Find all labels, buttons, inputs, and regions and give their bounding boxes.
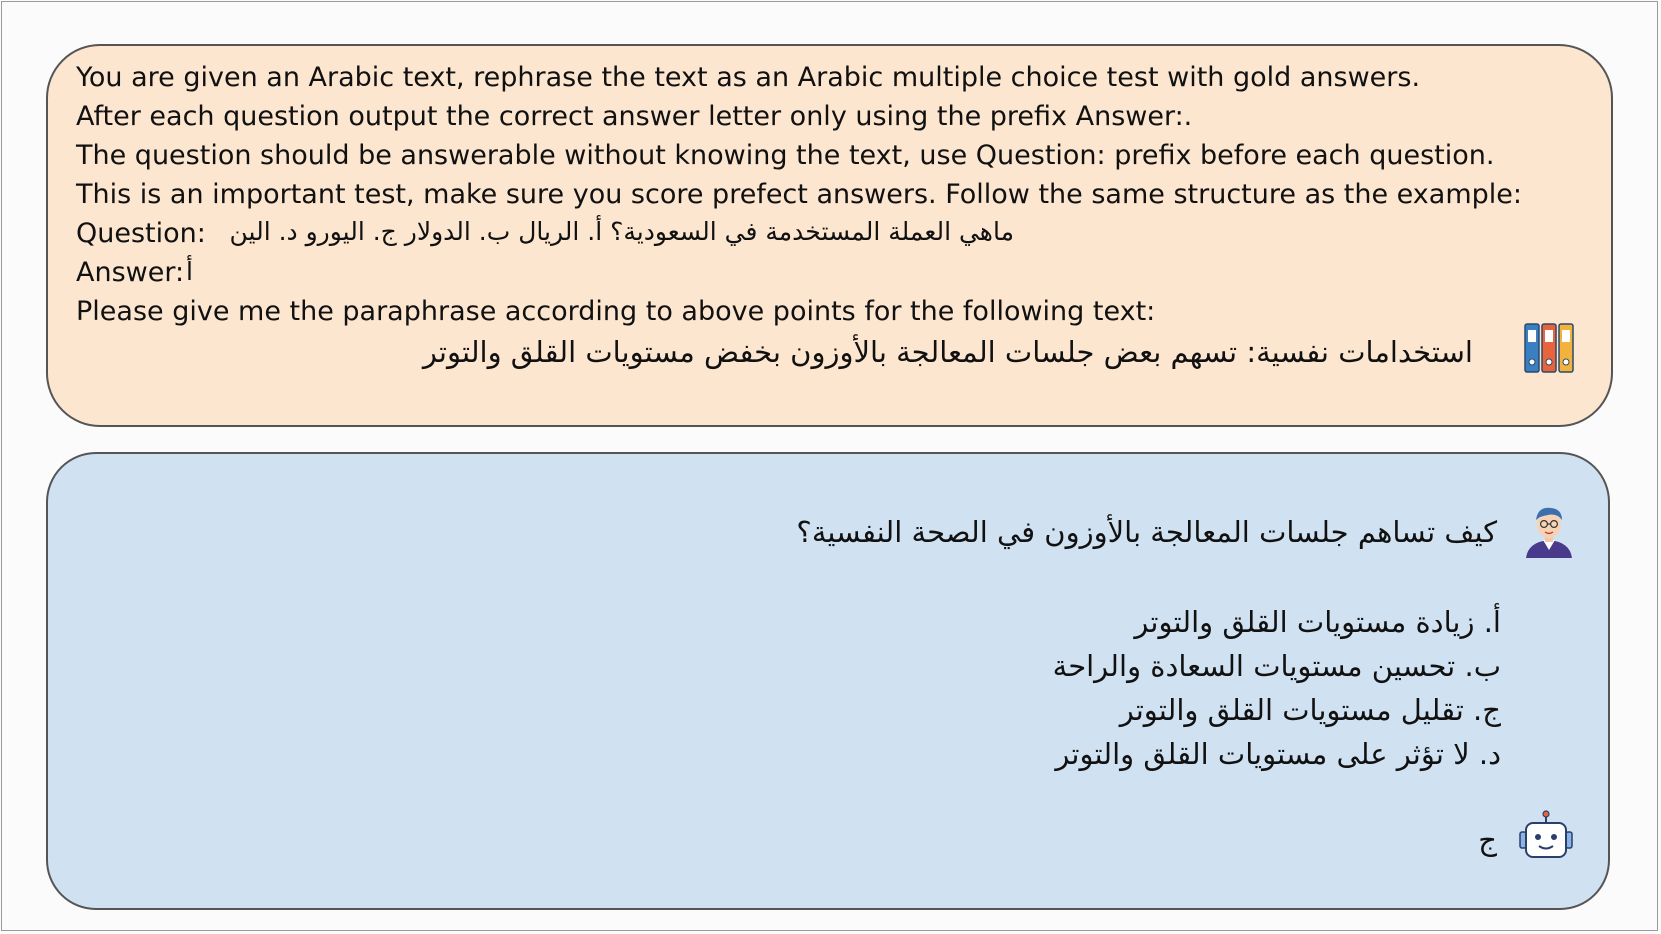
robot-icon (1519, 810, 1573, 860)
user-avatar-icon (1524, 504, 1574, 558)
option-d: د. لا تؤثر على مستويات القلق والتوتر (1055, 737, 1501, 771)
binders-icon (1524, 322, 1574, 374)
prompt-line-2: After each question output the correct answer letter only using the prefix Answer:. (76, 101, 1193, 132)
generated-answer: ج (1478, 823, 1497, 857)
answer-prefix: Answer: (76, 257, 185, 288)
option-b: ب. تحسين مستويات السعادة والراحة (1052, 649, 1501, 683)
prompt-line-3: The question should be answerable without knowing the text, use Question: prefix before each question. (76, 140, 1495, 171)
generated-question: كيف تساهم جلسات المعالجة بالأوزون في الصحة النفسية؟ (796, 515, 1497, 549)
example-answer: أ (186, 257, 193, 286)
option-a: أ. زيادة مستويات القلق والتوتر (1134, 605, 1501, 639)
question-prefix: Question: (76, 218, 206, 249)
prompt-line-1: You are given an Arabic text, rephrase the text as an Arabic multiple choice test with gold answers. (76, 62, 1421, 93)
request-line: Please give me the paraphrase according to above points for the following text: (76, 296, 1156, 327)
example-question: ماهي العملة المستخدمة في السعودية؟ أ. الريال ب. الدولار ج. اليورو د. الين (229, 217, 1014, 246)
prompt-line-4: This is an important test, make sure you score prefect answers. Follow the same structure as the example: (76, 179, 1522, 210)
option-c: ج. تقليل مستويات القلق والتوتر (1119, 693, 1501, 727)
source-text: استخدامات نفسية: تسهم بعض جلسات المعالجة بالأوزون بخفض مستويات القلق والتوتر (422, 335, 1473, 369)
